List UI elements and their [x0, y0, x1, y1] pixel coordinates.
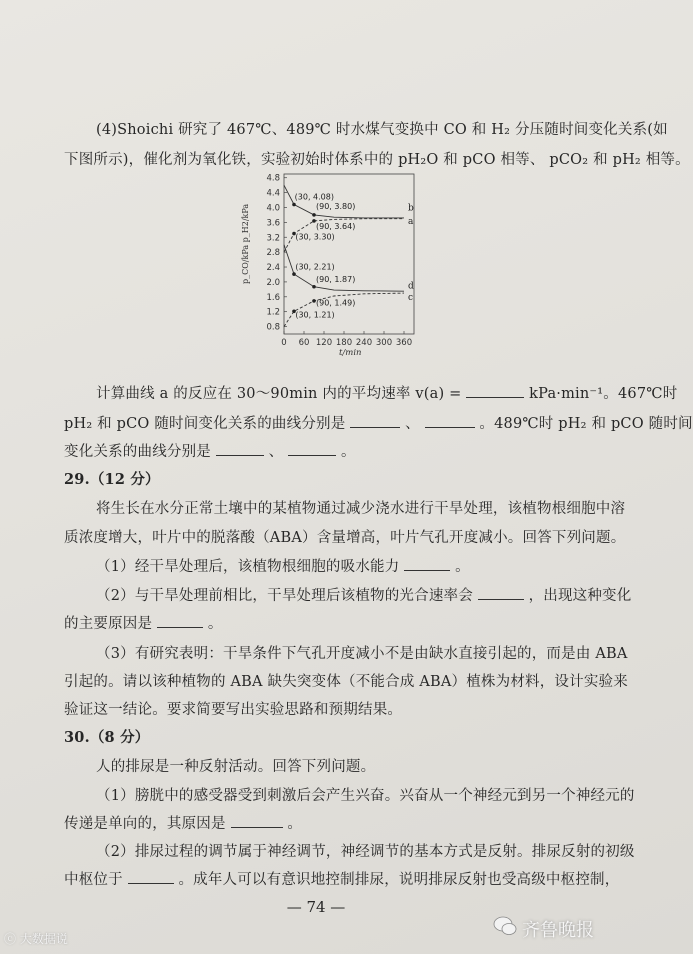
q29-title: 29.（12 分）: [64, 471, 160, 488]
y-tick-label: 1.2: [266, 307, 280, 318]
data-point: [312, 285, 316, 289]
point-label: (30, 3.30): [295, 232, 335, 242]
q28-part4-line2: 下图所示)，催化剂为氧化铁，实验初始时体系中的 pH₂O 和 pCO 相等、 pCO₂ 和 pH₂ 相等。: [64, 152, 690, 168]
x-tick-label: 180: [335, 338, 353, 348]
answer-blank[interactable]: [425, 413, 475, 428]
q28-rate-question: [96, 382, 677, 403]
page-number: — 74 —: [286, 898, 346, 916]
q30-sub-1-line2: [64, 812, 302, 833]
y-tick-label: 3.2: [266, 233, 280, 244]
y-tick-label: 2.0: [266, 277, 280, 288]
series-label-c: c: [408, 292, 414, 303]
y-tick-label: 3.6: [266, 218, 280, 229]
q30-text: 中枢位于: [64, 872, 123, 888]
q29-sub-3-line1: （3）有研究表明：干旱条件下气孔开度减小不是由缺水直接引起的，而是由 ABA: [96, 646, 628, 662]
q30-intro: 人的排尿是一种反射活动。回答下列问题。: [96, 759, 376, 775]
answer-blank[interactable]: [128, 869, 174, 884]
q30-sub-1-line1: （1）膀胱中的感受器受到刺激后会产生兴奋。兴奋从一个神经元到另一个神经元的: [96, 788, 635, 804]
q28-curve-question-2: [64, 440, 356, 461]
x-tick-label: 300: [375, 338, 393, 348]
q30-text: 。: [287, 816, 303, 832]
y-axis-label: p_CO/kPa p_H2/kPa: [241, 203, 250, 284]
q28-text: 。: [340, 444, 356, 460]
y-tick-label: 2.4: [266, 263, 280, 274]
y-tick-label: 2.8: [266, 248, 280, 259]
q30-sub-2-line2: [64, 868, 619, 889]
q29-text: （2）与干旱处理前相比，干旱处理后该植物的光合速率会: [96, 588, 473, 604]
x-tick-label: 360: [395, 338, 413, 348]
answer-blank[interactable]: [404, 556, 450, 571]
point-label: (90, 3.64): [316, 222, 356, 232]
answer-blank[interactable]: [216, 441, 264, 456]
q29-sub-2: [96, 584, 631, 605]
data-point: [292, 272, 296, 276]
x-tick-label: 0: [281, 338, 287, 348]
series-label-b: b: [408, 203, 414, 214]
answer-blank[interactable]: [466, 383, 524, 398]
q29-sub-2-cont: [64, 612, 223, 633]
wechat-icon: [493, 915, 517, 937]
point-label: (90, 1.87): [316, 274, 356, 284]
q28-text: pH₂ 和 pCO 随时间变化关系的曲线分别是: [64, 416, 346, 432]
answer-blank[interactable]: [288, 441, 336, 456]
q30-title: 30.（8 分）: [64, 729, 150, 746]
data-point: [312, 213, 316, 217]
point-label: (90, 1.49): [316, 298, 356, 308]
q28-text: 、: [268, 444, 284, 460]
answer-blank[interactable]: [157, 613, 203, 628]
y-tick-label: 1.6: [266, 292, 280, 303]
q28-text: 。489℃时 pH₂ 和 pCO 随时间: [479, 416, 693, 432]
x-tick-label: 60: [298, 338, 310, 348]
q28-text: 变化关系的曲线分别是: [64, 444, 211, 460]
q28-curve-question-1: [64, 412, 693, 433]
q28-rate-unit: kPa·min⁻¹。467℃时: [529, 386, 678, 402]
y-tick-label: 4.8: [266, 173, 280, 184]
answer-blank[interactable]: [478, 585, 524, 600]
q29-text: 。: [207, 616, 223, 632]
q30-sub-2-line1: （2）排尿过程的调节属于神经调节，神经调节的基本方式是反射。排尿反射的初级: [96, 844, 635, 860]
answer-blank[interactable]: [231, 813, 283, 828]
series-label-a: a: [408, 217, 414, 228]
y-tick-label: 4.0: [266, 203, 280, 214]
q28-part4-line1: (4)Shoichi 研究了 467℃、489℃ 时水煤气变换中 CO 和 H₂ 分压随时间变化关系(如: [96, 122, 668, 138]
answer-blank[interactable]: [350, 413, 400, 428]
q29-para-1: 将生长在水分正常土壤中的某植物通过减少浇水进行干旱处理，该植物根细胞中溶: [96, 501, 626, 517]
q28-text: 、: [405, 416, 420, 432]
data-point: [292, 203, 296, 207]
q29-sub-3-line2: 引起的。请以该种植物的 ABA 缺失突变体（不能合成 ABA）植株为材料，设计实验来: [64, 674, 628, 690]
q28-rate-text: 计算曲线 a 的反应在 30～90min 内的平均速率 v(a) =: [96, 386, 462, 402]
point-label: (30, 2.21): [295, 262, 335, 272]
x-tick-label: 120: [315, 338, 333, 348]
point-label: (30, 4.08): [294, 192, 334, 202]
x-tick-label: 240: [355, 338, 373, 348]
watermark-left: ⓒ 大数据说: [4, 932, 68, 946]
q30-text: 传递是单向的，其原因是: [64, 816, 226, 832]
x-axis-label: t/min: [339, 348, 362, 358]
point-label: (30, 1.21): [295, 310, 335, 320]
q30-text: 。成年人可以有意识地控制排尿，说明排尿反射也受高级中枢控制，: [178, 872, 620, 888]
series-label-d: d: [408, 281, 414, 292]
q29-sub-1: [96, 555, 470, 576]
y-tick-label: 0.8: [266, 322, 280, 333]
q29-text: ，出现这种变化: [528, 588, 632, 604]
q29-sub-3-line3: 验证这一结论。要求简要写出实验思路和预期结果。: [64, 702, 403, 718]
q29-para-2: 质浓度增大，叶片中的脱落酸（ABA）含量增高，叶片气孔开度减小。回答下列问题。: [64, 530, 626, 546]
q29-text: 。: [455, 559, 470, 575]
partial-pressure-chart: [228, 168, 428, 378]
q29-text: 的主要原因是: [64, 616, 153, 632]
point-label: (90, 3.80): [316, 201, 356, 211]
q29-text: （1）经干旱处理后，该植物根细胞的吸水能力: [96, 559, 400, 575]
y-tick-label: 4.4: [266, 188, 280, 199]
watermark-right: 齐鲁晚报: [522, 920, 594, 941]
